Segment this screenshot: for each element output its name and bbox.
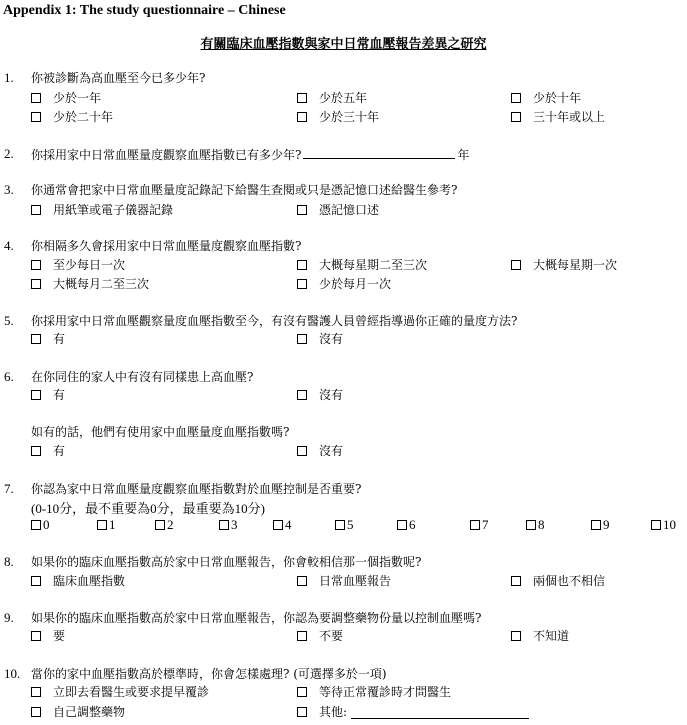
q7-scale-8[interactable]: 8 bbox=[526, 516, 545, 534]
other-answer-field[interactable] bbox=[351, 705, 529, 719]
q8-option-3[interactable]: 兩個也不相信 bbox=[511, 572, 605, 590]
checkbox-icon[interactable] bbox=[297, 205, 307, 215]
checkbox-icon[interactable] bbox=[31, 112, 41, 122]
checkbox-icon[interactable] bbox=[31, 93, 41, 103]
checkbox-icon[interactable] bbox=[511, 93, 521, 103]
q6-option-no[interactable]: 沒有 bbox=[297, 386, 343, 404]
checkbox-icon[interactable] bbox=[31, 205, 41, 215]
checkbox-icon[interactable] bbox=[31, 576, 41, 586]
q10-option-3[interactable]: 自己調整藥物 bbox=[31, 703, 125, 721]
q8-option-1[interactable]: 臨床血壓指數 bbox=[31, 572, 125, 590]
checkbox-icon[interactable] bbox=[31, 687, 41, 697]
q1-option-2[interactable]: 少於五年 bbox=[297, 89, 367, 107]
question-7 bbox=[0, 480, 687, 498]
q1-options-row-1 bbox=[0, 89, 687, 107]
checkbox-icon[interactable] bbox=[273, 520, 283, 530]
question-2 bbox=[0, 145, 687, 163]
q1-option-5[interactable]: 少於三十年 bbox=[297, 108, 379, 126]
checkbox-icon[interactable] bbox=[511, 576, 521, 586]
checkbox-icon[interactable] bbox=[526, 520, 536, 530]
question-number: 3. bbox=[4, 182, 14, 197]
q8-option-2[interactable]: 日常血壓報告 bbox=[297, 572, 391, 590]
question-text: 你通常會把家中日常血壓量度記錄記下給醫生查閱或只是憑記憶口述給醫生參考? bbox=[31, 183, 458, 197]
question-text: 你採用家中日常血壓量度觀察血壓指數已有多少年? 年 bbox=[31, 145, 469, 164]
question-text: 如有的話，他們有使用家中血壓量度血壓指數嗎? bbox=[31, 425, 290, 439]
question-text: 你認為家中日常血壓量度觀察血壓指數對於血壓控制是否重要? bbox=[31, 482, 362, 496]
q7-scale-note: (0-10分，最不重要為0分，最重要為10分) bbox=[31, 501, 265, 516]
q4-options-row-2 bbox=[0, 275, 687, 293]
question-text: 你採用家中日常血壓觀察量度血壓指數至今，有沒有醫護人員曾經指導過你正確的量度方法? bbox=[31, 314, 518, 328]
checkbox-icon[interactable] bbox=[511, 112, 521, 122]
q3-option-2[interactable]: 憑記憶口述 bbox=[297, 201, 379, 219]
question-3 bbox=[0, 181, 687, 199]
checkbox-icon[interactable] bbox=[470, 520, 480, 530]
checkbox-icon[interactable] bbox=[397, 520, 407, 530]
q7-scale-row bbox=[0, 516, 687, 534]
question-text: 你被診斷為高血壓至今已多少年? bbox=[31, 71, 206, 85]
checkbox-icon[interactable] bbox=[297, 576, 307, 586]
q1-option-1[interactable]: 少於一年 bbox=[31, 89, 101, 107]
checkbox-icon[interactable] bbox=[297, 112, 307, 122]
checkbox-icon[interactable] bbox=[297, 93, 307, 103]
questionnaire-title: 有關臨床血壓指數與家中日常血壓報告差異之研究 bbox=[200, 37, 487, 52]
q10-options-row-2 bbox=[0, 703, 687, 721]
question-number: 7. bbox=[4, 481, 14, 496]
checkbox-icon[interactable] bbox=[511, 631, 521, 641]
question-number: 5. bbox=[4, 313, 14, 328]
q7-scale-5[interactable]: 5 bbox=[335, 516, 354, 534]
checkbox-icon[interactable] bbox=[31, 279, 41, 289]
q7-scale-0[interactable]: 0 bbox=[31, 516, 50, 534]
q10-option-1[interactable]: 立即去看醫生或要求提早覆診 bbox=[31, 683, 209, 701]
q5-option-yes[interactable]: 有 bbox=[31, 330, 65, 348]
checkbox-icon[interactable] bbox=[31, 390, 41, 400]
q4-option-3[interactable]: 大概每星期一次 bbox=[511, 256, 617, 274]
question-number: 9. bbox=[4, 610, 14, 625]
q10-options-row-1 bbox=[0, 683, 687, 701]
question-6-followup bbox=[0, 423, 687, 441]
q1-option-6[interactable]: 三十年或以上 bbox=[511, 108, 605, 126]
checkbox-icon[interactable] bbox=[31, 334, 41, 344]
question-text: 如果你的臨床血壓指數高於家中日常血壓報告，你會較相信那一個指數呢? bbox=[31, 555, 422, 569]
question-text: 你相隔多久會採用家中日常血壓量度觀察血壓指數? bbox=[31, 239, 302, 253]
q1-option-4[interactable]: 少於二十年 bbox=[31, 108, 113, 126]
q1-options-row-2 bbox=[0, 108, 687, 126]
question-10 bbox=[0, 665, 687, 683]
checkbox-icon[interactable] bbox=[297, 390, 307, 400]
q7-scale-6[interactable]: 6 bbox=[397, 516, 416, 534]
q6-followup-option-no[interactable]: 沒有 bbox=[297, 442, 343, 460]
checkbox-icon[interactable] bbox=[651, 520, 661, 530]
q5-option-no[interactable]: 沒有 bbox=[297, 330, 343, 348]
q10-option-other[interactable]: 其他: bbox=[297, 703, 529, 721]
q10-option-2[interactable]: 等待正常覆診時才問醫生 bbox=[297, 683, 451, 701]
question-text: 如果你的臨床血壓指數高於家中日常血壓報告，你認為要調整藥物份量以控制血壓嗎? bbox=[31, 611, 482, 625]
question-number: 10. bbox=[4, 666, 21, 681]
checkbox-icon[interactable] bbox=[219, 520, 229, 530]
q5-options-row bbox=[0, 330, 687, 348]
q7-scale-3[interactable]: 3 bbox=[219, 516, 238, 534]
checkbox-icon[interactable] bbox=[31, 707, 41, 717]
q7-scale-2[interactable]: 2 bbox=[155, 516, 174, 534]
question-number: 2. bbox=[4, 146, 14, 161]
years-answer-field[interactable] bbox=[303, 145, 455, 159]
q9-option-3[interactable]: 不知道 bbox=[511, 627, 569, 645]
q4-option-2[interactable]: 大概每星期二至三次 bbox=[297, 256, 427, 274]
checkbox-icon[interactable] bbox=[297, 446, 307, 456]
q3-options-row bbox=[0, 201, 687, 219]
q9-option-2[interactable]: 不要 bbox=[297, 627, 343, 645]
checkbox-icon[interactable] bbox=[31, 446, 41, 456]
question-text: 當你的家中血壓指數高於標準時，你會怎樣處理? (可選擇多於一項) bbox=[31, 667, 387, 681]
q6-options-row bbox=[0, 386, 687, 404]
question-6 bbox=[0, 368, 687, 386]
q6-followup-options-row bbox=[0, 442, 687, 460]
q4-option-5[interactable]: 少於每月一次 bbox=[297, 275, 391, 293]
checkbox-icon[interactable] bbox=[297, 279, 307, 289]
question-text: 在你同住的家人中有沒有同樣患上高血壓? bbox=[31, 370, 254, 384]
checkbox-icon[interactable] bbox=[335, 520, 345, 530]
q6-followup-option-yes[interactable]: 有 bbox=[31, 442, 65, 460]
question-number: 1. bbox=[4, 70, 14, 85]
checkbox-icon[interactable] bbox=[297, 334, 307, 344]
question-5 bbox=[0, 312, 687, 330]
checkbox-icon[interactable] bbox=[297, 631, 307, 641]
checkbox-icon[interactable] bbox=[591, 520, 601, 530]
q9-option-1[interactable]: 要 bbox=[31, 627, 65, 645]
checkbox-icon[interactable] bbox=[31, 260, 41, 270]
q7-scale-9[interactable]: 9 bbox=[591, 516, 610, 534]
q7-scale-4[interactable]: 4 bbox=[273, 516, 292, 534]
appendix-heading: Appendix 1: The study questionnaire – Chinese bbox=[3, 3, 286, 18]
checkbox-icon[interactable] bbox=[297, 260, 307, 270]
q4-option-4[interactable]: 大概每月二至三次 bbox=[31, 275, 149, 293]
q7-scale-1[interactable]: 1 bbox=[97, 516, 116, 534]
question-1 bbox=[0, 69, 687, 87]
q9-options-row bbox=[0, 627, 687, 645]
q7-scale-10[interactable]: 10 bbox=[651, 516, 676, 534]
q3-option-1[interactable]: 用紙筆或電子儀器記錄 bbox=[31, 201, 173, 219]
question-number: 8. bbox=[4, 554, 14, 569]
question-9 bbox=[0, 609, 687, 627]
question-number: 6. bbox=[4, 369, 14, 384]
q6-option-yes[interactable]: 有 bbox=[31, 386, 65, 404]
q4-option-1[interactable]: 至少每日一次 bbox=[31, 256, 125, 274]
q1-option-3[interactable]: 少於十年 bbox=[511, 89, 581, 107]
q7-scale-7[interactable]: 7 bbox=[470, 516, 489, 534]
checkbox-icon[interactable] bbox=[511, 260, 521, 270]
question-8 bbox=[0, 553, 687, 571]
checkbox-icon[interactable] bbox=[297, 707, 307, 717]
q8-options-row bbox=[0, 572, 687, 590]
checkbox-icon[interactable] bbox=[97, 520, 107, 530]
checkbox-icon[interactable] bbox=[31, 631, 41, 641]
checkbox-icon[interactable] bbox=[155, 520, 165, 530]
question-4 bbox=[0, 237, 687, 255]
q4-options-row-1 bbox=[0, 256, 687, 274]
checkbox-icon[interactable] bbox=[31, 520, 41, 530]
checkbox-icon[interactable] bbox=[297, 687, 307, 697]
question-number: 4. bbox=[4, 238, 14, 253]
